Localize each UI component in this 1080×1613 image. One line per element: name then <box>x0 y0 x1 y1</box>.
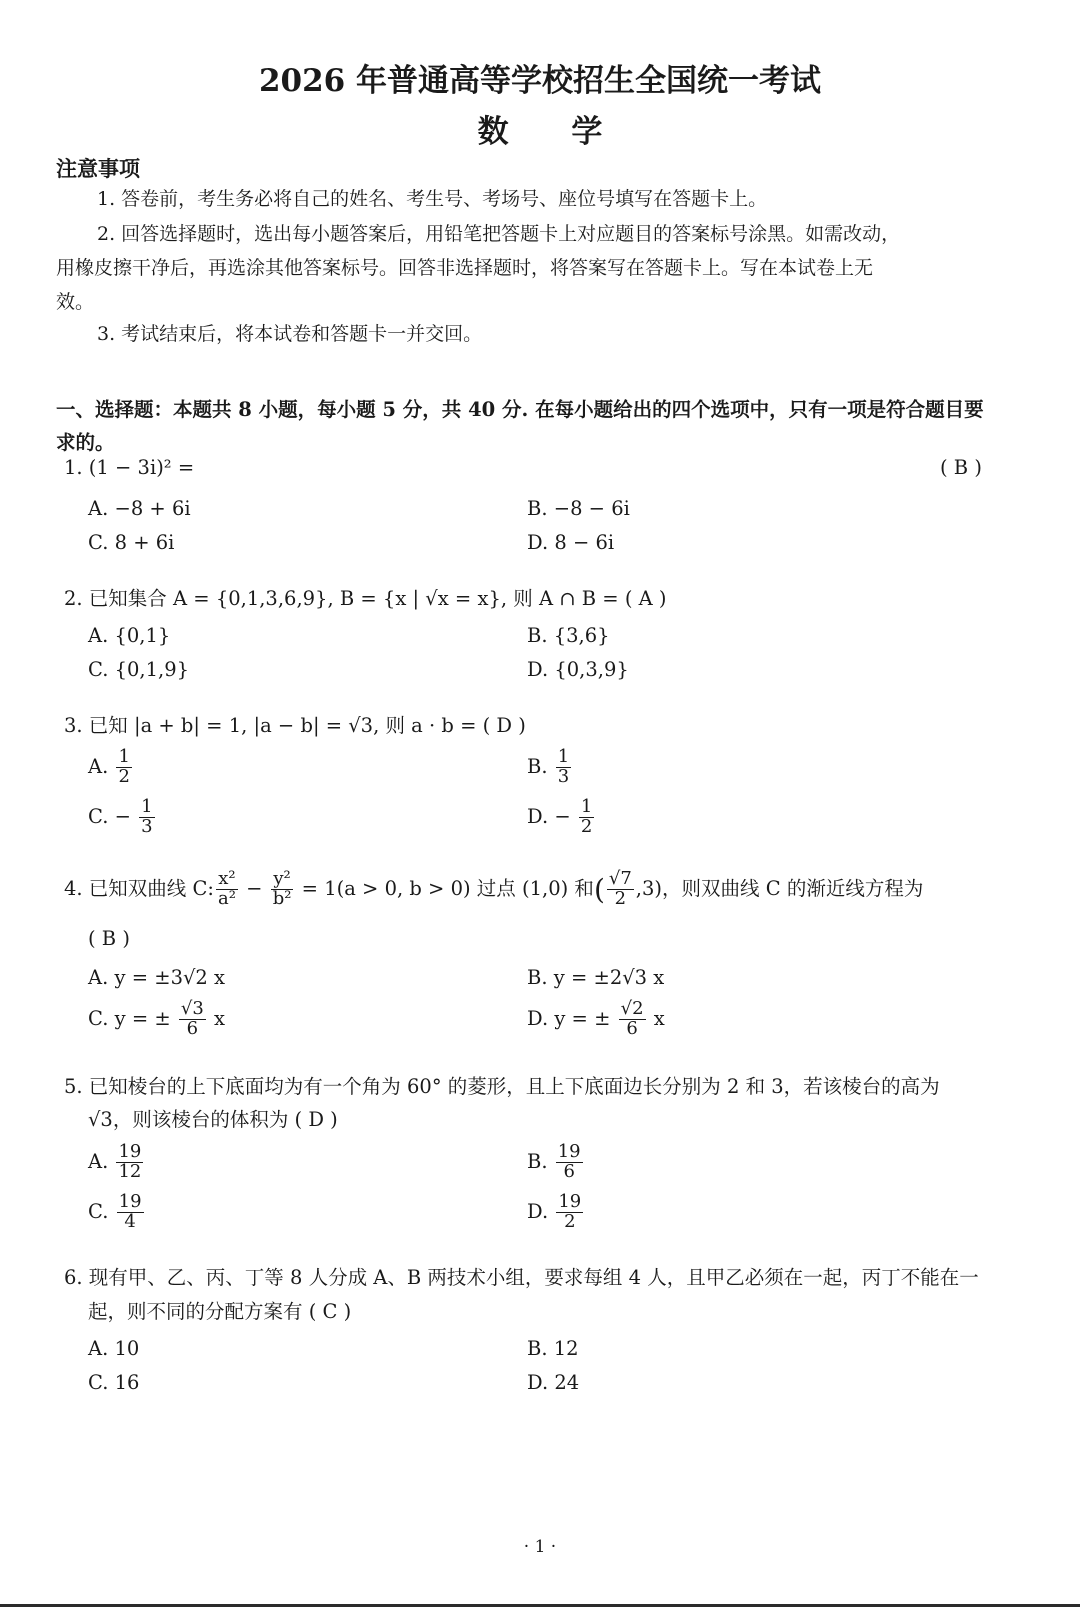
stem-text: − <box>239 876 269 900</box>
fraction-numerator: x² <box>216 870 238 890</box>
option-label: B. <box>527 754 548 778</box>
question-1-option-d: D. 8 − 6i <box>527 531 615 554</box>
question-1-option-b: B. −8 − 6i <box>527 497 630 520</box>
question-6-option-d: D. 24 <box>527 1371 580 1394</box>
fraction-denominator: 2 <box>580 815 593 837</box>
fraction-numerator: 19 <box>118 1141 142 1162</box>
page-number: · 1 · <box>523 1537 557 1557</box>
question-2-stem: 2. 已知集合 A = {0,1,3,6,9}, B = {x | √x = x}, 则 A ∩ B = ( A ) <box>64 587 667 610</box>
question-5-option-b <box>527 1143 585 1182</box>
question-3-option-a <box>88 748 134 787</box>
fraction-numerator: √2 <box>620 998 644 1019</box>
question-3-option-c <box>88 798 157 837</box>
fraction-numerator: 1 <box>118 746 130 767</box>
paren: ( <box>593 872 605 906</box>
question-4-answer: ( B ) <box>88 927 130 950</box>
notice-heading: 注意事项 <box>56 156 140 181</box>
fraction-numerator: √3 <box>180 998 204 1019</box>
fraction-numerator: 1 <box>141 796 153 817</box>
fraction <box>139 798 154 837</box>
fraction-numerator: 19 <box>118 1191 142 1212</box>
option-label: D. <box>527 1199 549 1223</box>
option-label: C. <box>88 1199 109 1223</box>
fraction-denominator: 4 <box>124 1210 136 1232</box>
question-5-option-c <box>88 1193 146 1232</box>
fraction <box>216 870 238 909</box>
option-label: A. <box>88 754 109 778</box>
notice-item-1: 1. 答卷前，考生务必将自己的姓名、考生号、考场号、座位号填写在答题卡上。 <box>97 188 768 210</box>
question-1-option-a: A. −8 + 6i <box>88 497 191 520</box>
bottom-divider <box>0 1604 1080 1607</box>
question-6-option-b: B. 12 <box>527 1337 579 1360</box>
question-4-stem <box>64 870 923 909</box>
fraction-denominator: 3 <box>141 815 153 837</box>
option-label: A. <box>88 1149 109 1173</box>
stem-text: = 1(a > 0, b > 0) 过点 (1,0) 和 <box>295 876 594 900</box>
question-5-stem-line1: 5. 已知棱台的上下底面均为有一个角为 60° 的菱形，且上下底面边长分别为 2 和 3，若该棱台的高为 <box>64 1075 940 1098</box>
question-1-stem: 1. (1 − 3i)² = <box>64 456 195 479</box>
question-4-option-b: B. y = ±2√3 x <box>527 966 665 989</box>
question-2-option-c: C. {0,1,9} <box>88 658 190 681</box>
fraction-numerator: y² <box>271 870 294 890</box>
question-4-option-d <box>527 1000 665 1039</box>
fraction <box>179 1000 206 1039</box>
fraction-denominator: b² <box>272 887 292 909</box>
question-4-option-a: A. y = ±3√2 x <box>88 966 226 989</box>
question-2-option-a: A. {0,1} <box>88 624 171 647</box>
stem-text: ,3) <box>635 876 663 900</box>
question-1-answer: ( B ) <box>940 456 982 479</box>
question-1-option-c: C. 8 + 6i <box>88 531 175 554</box>
fraction-numerator: 1 <box>580 796 593 817</box>
stem-text: 4. 已知双曲线 C: <box>64 876 214 900</box>
fraction <box>116 1143 143 1182</box>
question-3-stem: 3. 已知 |a + b| = 1, |a − b| = √3, 则 a · b = ( D ) <box>64 714 526 737</box>
question-6-option-c: C. 16 <box>88 1371 140 1394</box>
question-5-option-a <box>88 1143 145 1182</box>
fraction-denominator: 6 <box>626 1017 638 1039</box>
fraction-numerator: 19 <box>557 1141 581 1162</box>
fraction-numerator: √7 <box>608 868 632 889</box>
option-label: B. <box>527 1149 548 1173</box>
question-6-stem-line1: 6. 现有甲、乙、丙、丁等 8 人分成 A、B 两技术小组，要求每组 4 人，且甲乙必须在一起，丙丁不能在一 <box>64 1266 979 1289</box>
option-label: C. − <box>88 804 131 828</box>
question-6-option-a: A. 10 <box>88 1337 140 1360</box>
question-4-option-c <box>88 1000 225 1039</box>
fraction <box>117 1193 144 1232</box>
fraction <box>607 870 634 909</box>
question-3-option-b <box>527 748 573 787</box>
notice-item-2-cont: 用橡皮擦干净后，再选涂其他答案标号。回答非选择题时，将答案写在答题卡上。写在本试卷上无 <box>56 257 874 279</box>
fraction-numerator: 19 <box>558 1191 582 1212</box>
question-5-option-d <box>527 1193 585 1232</box>
notice-item-2: 2. 回答选择题时，选出每小题答案后，用铅笔把答题卡上对应题目的答案标号涂黑。如需改动， <box>97 223 901 245</box>
section-heading-line1: 一、选择题：本题共 8 小题，每小题 5 分，共 40 分. 在每小题给出的四个选项中，只有一项是符合题目要 <box>56 398 984 421</box>
option-label: C. y = ± <box>88 1006 171 1030</box>
fraction-denominator: 6 <box>563 1160 575 1182</box>
fraction-denominator: 6 <box>186 1017 199 1039</box>
fraction-numerator: 1 <box>557 746 570 767</box>
notice-item-2-cont2: 效。 <box>56 291 95 313</box>
fraction <box>116 748 131 787</box>
fraction <box>556 1193 583 1232</box>
option-label: D. y = ± <box>527 1006 611 1030</box>
fraction-denominator: 3 <box>557 765 570 787</box>
subject-title: 数 学 <box>477 114 629 150</box>
question-3-option-d <box>527 798 596 837</box>
fraction <box>271 870 294 909</box>
question-2-option-b: B. {3,6} <box>527 624 610 647</box>
stem-text: ，则双曲线 C 的渐近线方程为 <box>662 876 924 900</box>
option-tail: x <box>653 1006 665 1030</box>
fraction-denominator: 2 <box>118 765 130 787</box>
question-5-stem-line2: √3，则该棱台的体积为 ( D ) <box>88 1108 338 1131</box>
fraction <box>556 1143 583 1182</box>
question-2-option-d: D. {0,3,9} <box>527 658 629 681</box>
fraction-denominator: 2 <box>614 887 627 909</box>
fraction <box>556 748 571 787</box>
option-label: D. − <box>527 804 571 828</box>
fraction-denominator: 2 <box>564 1210 576 1232</box>
fraction <box>579 798 594 837</box>
section-heading-line2: 求的。 <box>56 431 115 454</box>
notice-item-3: 3. 考试结束后，将本试卷和答题卡一并交回。 <box>97 323 483 345</box>
exam-title: 2026 年普通高等学校招生全国统一考试 <box>258 63 822 99</box>
fraction <box>619 1000 646 1039</box>
question-6-stem-line2: 起，则不同的分配方案有 ( C ) <box>88 1300 352 1323</box>
option-tail: x <box>214 1006 226 1030</box>
fraction-denominator: 12 <box>118 1160 142 1182</box>
fraction-denominator: a² <box>218 887 236 909</box>
section-heading <box>56 393 1036 459</box>
